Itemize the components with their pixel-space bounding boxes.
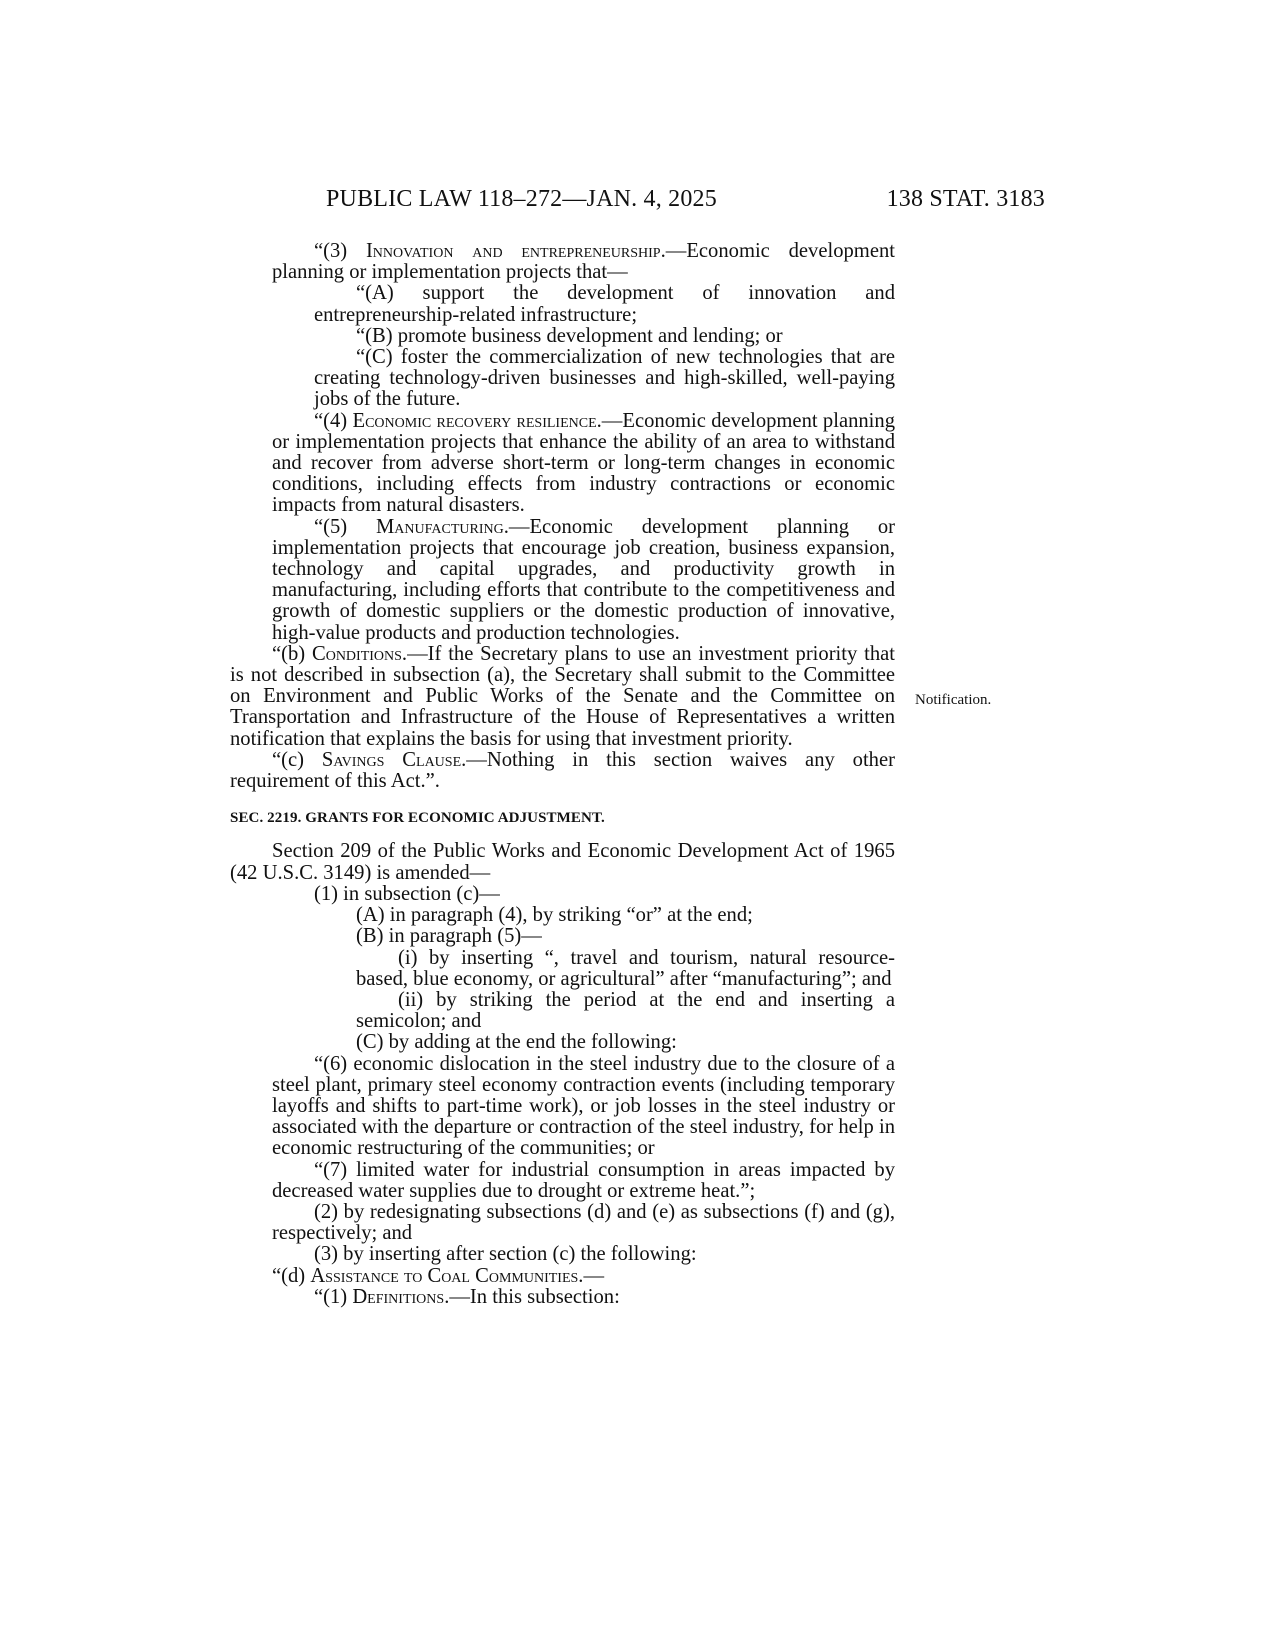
paragraph-4 (230, 411, 895, 517)
subsection-d-paragraph-1-heading: Definitions (352, 1285, 445, 1308)
paragraph-3 (230, 241, 895, 283)
paragraph-5 (230, 517, 895, 644)
paragraph-3-number: “(3) (314, 240, 366, 262)
subparagraph-3a: “(A) support the development of innovation and entrepreneurship-related infrastructure; (314, 282, 895, 326)
page-header (0, 186, 1275, 226)
amendment-item-1: (1) in subsection (c)— (314, 882, 500, 905)
section-heading: SEC. 2219. GRANTS FOR ECONOMIC ADJUSTMENT. (230, 810, 605, 827)
paragraph-4-text: .—Economic development planning or implementation projects that enhance the ability of an area to withstand and recover from adverse short-term or long-term changes in economic conditions, including effects from industry contractions or economic impacts from natural disasters. (272, 409, 895, 517)
subsection-d (230, 1266, 895, 1287)
subsection-d-paragraph-1-text: .—In this subsection: (444, 1285, 620, 1308)
amendment-item-2: (2) by redesignating subsections (d) and (e) as subsections (f) and (g), respectively; and (272, 1200, 895, 1245)
running-head: PUBLIC LAW 118–272—JAN. 4, 2025 (326, 186, 717, 212)
paragraph-3-text: .—Economic development planning or implementation projects that— (272, 240, 895, 284)
paragraph-4-heading: Economic recovery resilience (352, 409, 597, 432)
subsection-d-text: .— (578, 1264, 605, 1287)
subsection-d-heading: Assistance to Coal Communities (310, 1264, 579, 1287)
subsection-b-number: “(b) (272, 642, 312, 665)
amendment-item-1b-i: (i) by inserting “, travel and tourism, natural resource-based, blue economy, or agricultural” after “manufacturing”; and (356, 946, 895, 990)
amendment-item-1a: (A) in paragraph (4), by striking “or” at the end; (356, 904, 753, 927)
paragraph-3-heading: Innovation and entrepreneurship (365, 240, 661, 262)
subsection-d-number: “(d) (272, 1264, 311, 1287)
subsection-b (230, 644, 895, 750)
margin-note-notification: Notification. (915, 692, 992, 708)
page-citation: 138 STAT. 3183 (886, 186, 1045, 212)
subsection-c-heading: Savings Clause (321, 748, 462, 771)
statute-text (230, 241, 895, 1308)
paragraph-5-text: .—Economic development planning or implementation projects that encourage job creation, business expansion, technology and capital upgrades, and productivity growth in manufacturing, including efforts that contribute to the competitiveness and growth of domestic suppliers or the domestic production of innovative, high-value products and production technologies. (272, 515, 895, 644)
paragraph-5-number: “(5) (314, 515, 376, 538)
amendment-item-3: (3) by inserting after section (c) the following: (314, 1243, 697, 1266)
subsection-b-heading: Conditions (311, 642, 402, 665)
subsection-c (230, 750, 895, 792)
subsection-d-paragraph-1-number: “(1) (314, 1285, 353, 1308)
section-intro: Section 209 of the Public Works and Economic Development Act of 1965 (42 U.S.C. 3149) is amended— (230, 840, 895, 884)
subsection-d-paragraph-1 (230, 1287, 895, 1308)
subparagraph-3b: “(B) promote business development and lending; or (356, 324, 783, 347)
subparagraph-3c: “(C) foster the commercialization of new technologies that are creating technology-driven businesses and high-skilled, well-paying jobs of the future. (314, 346, 895, 411)
quoted-paragraph-7: “(7) limited water for industrial consumption in areas impacted by decreased water supplies due to drought or extreme heat.”; (272, 1158, 895, 1202)
paragraph-4-number: “(4) (314, 409, 353, 432)
amendment-item-1b: (B) in paragraph (5)— (356, 925, 542, 948)
amendment-item-1b-ii: (ii) by striking the period at the end and inserting a semicolon; and (356, 988, 895, 1033)
subsection-c-text: .—Nothing in this section waives any other requirement of this Act.”. (230, 748, 895, 793)
quoted-paragraph-6: “(6) economic dislocation in the steel industry due to the closure of a steel plant, primary steel economy contraction events (including temporary layoffs and shifts to part-time work), or job losses in the steel industry or associated with the departure or contraction of the steel industry, for help in economic restructuring of the communities; or (272, 1052, 895, 1160)
paragraph-5-heading: Manufacturing (375, 515, 504, 538)
subsection-c-number: “(c) (272, 748, 322, 771)
subsection-b-text: .—If the Secretary plans to use an investment priority that is not described in subsection (a), the Secretary shall submit to the Committee on Environment and Public Works of the Senate and the Committee on Transportation and Infrastructure of the House of Representatives a written notification that explains the basis for using that investment priority. (230, 642, 895, 750)
amendment-item-1c: (C) by adding at the end the following: (356, 1031, 677, 1054)
